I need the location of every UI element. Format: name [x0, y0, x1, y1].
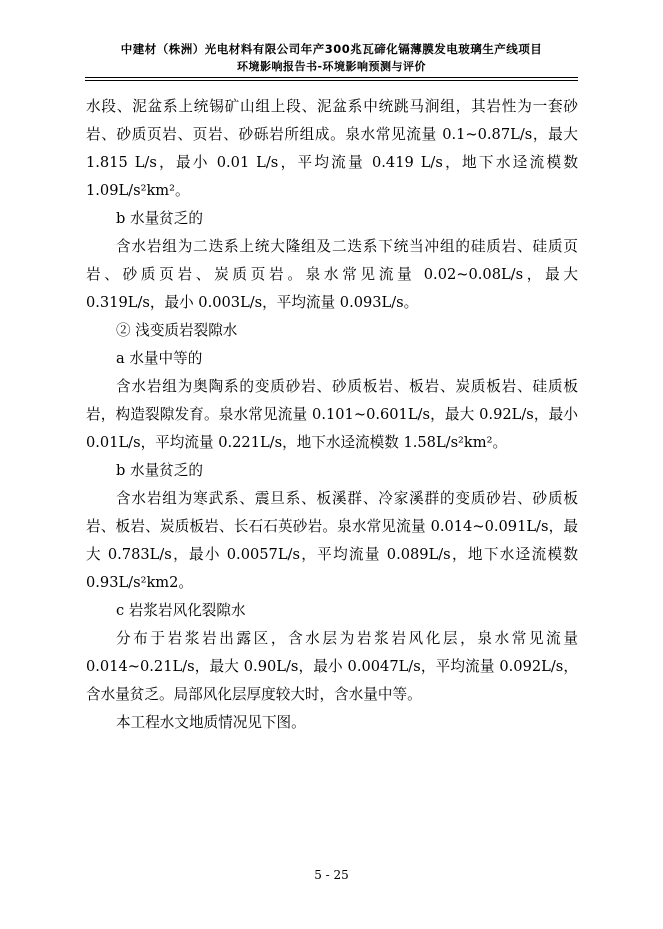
paragraph: 含水岩组为寒武系、震旦系、板溪群、冷家溪群的变质砂岩、砂质板岩、板岩、炭质板岩、长石石英砂岩。泉水常见流量 0.014~0.091L/s，最大 0.783L/s，最小 0.0057L/s，平均流量 0.089L/s，地下水迳流模数 0.93L/s²km2。 — [86, 490, 578, 591]
header-divider-thin — [85, 80, 578, 81]
paragraph: 本工程水文地质情况见下图。 — [116, 714, 306, 731]
paragraph: 水段、泥盆系上统锡矿山组上段、泥盆系中统跳马涧组，其岩性为一套砂岩、砂质页岩、页岩、砂砾岩所组成。泉水常见流量 0.1~0.87L/s，最大 1.815 L/s，最小 0.01 L/s，平均流量 0.419 L/s，地下水迳流模数 1.09L/s²km²。 — [86, 98, 578, 199]
subheading-b-poor-water: b 水量贫乏的 — [116, 462, 203, 479]
header-project-title: 中建材（株洲）光电材料有限公司年产300兆瓦碲化镉薄膜发电玻璃生产线项目 — [120, 42, 543, 56]
paragraph: 含水岩组为二迭系上统大隆组及二迭系下统当冲组的硅质岩、硅质页岩、砂质页岩、炭质页岩。泉水常见流量 0.02~0.08L/s，最大 0.319L/s，最小 0.003L/s，平均流量 0.093L/s。 — [86, 238, 578, 311]
subheading-c-magmatic-weathering-water: c 岩浆岩风化裂隙水 — [116, 602, 246, 619]
page-header — [0, 40, 663, 76]
subheading-a-medium-water: a 水量中等的 — [116, 350, 203, 367]
header-section-title: 环境影响报告书-环境影响预测与评价 — [236, 60, 427, 73]
paragraph: 分布于岩浆岩出露区，含水层为岩浆岩风化层，泉水常见流量 0.014~0.21L/s，最大 0.90L/s，最小 0.0047L/s，平均流量 0.092L/s，含水量贫乏。局部风化层厚度较大时，含水量中等。 — [86, 630, 578, 703]
document-body — [86, 93, 578, 737]
paragraph: 含水岩组为奥陶系的变质砂岩、砂质板岩、板岩、炭质板岩、硅质板岩，构造裂隙发育。泉水常见流量 0.101~0.601L/s，最大 0.92L/s，最小 0.01L/s，平均流量 0.221L/s，地下水迳流模数 1.58L/s²km²。 — [86, 378, 578, 451]
subheading-b-poor-water: b 水量贫乏的 — [116, 210, 203, 227]
page-number: 5 - 25 — [314, 868, 349, 882]
section-heading-metamorphic-fissure-water: ② 浅变质岩裂隙水 — [116, 322, 238, 339]
header-divider — [85, 77, 578, 78]
